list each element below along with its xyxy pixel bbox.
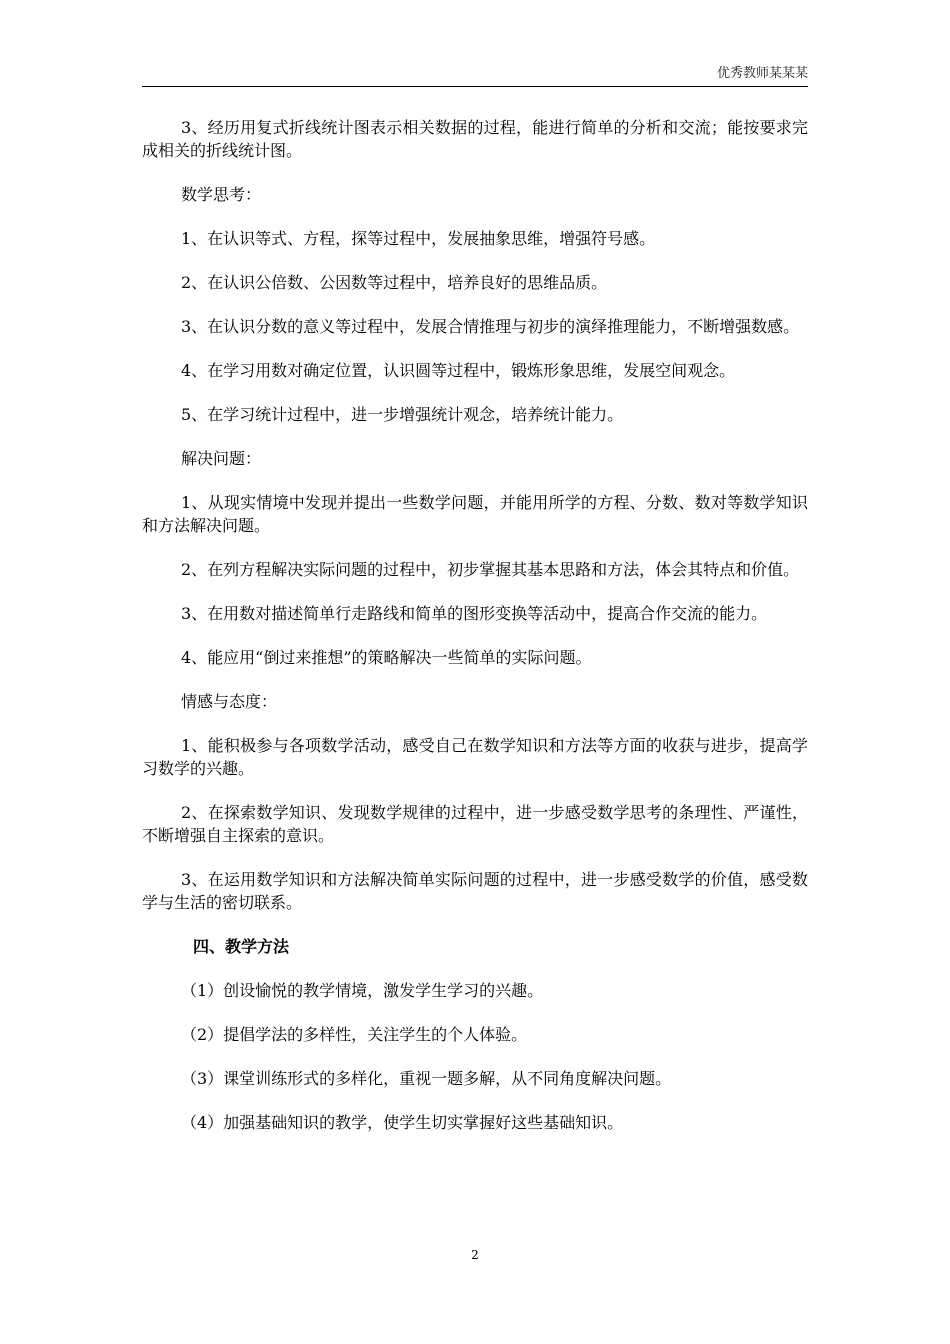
header-author: 优秀教师某某某 — [716, 66, 808, 81]
page-number: 2 — [471, 1248, 479, 1262]
method-item-1: （1）创设愉悦的教学情境，激发学生学习的兴趣。 — [181, 981, 544, 1000]
page-header — [142, 64, 808, 87]
section-label-math-thinking: 数学思考： — [181, 185, 262, 204]
emotion-item-3: 3、在运用数学知识和方法解决简单实际问题的过程中，进一步感受数学的价值，感受数学与生活的密切联系。 — [142, 870, 808, 912]
problem-solving-item-2: 2、在列方程解决实际问题的过程中，初步掌握其基本思路和方法，体会其特点和价值。 — [181, 560, 800, 579]
goal-paragraph-3: 3、经历用复式折线统计图表示相关数据的过程，能进行简单的分析和交流；能按要求完成相关的折线统计图。 — [142, 118, 808, 160]
math-thinking-item-5: 5、在学习统计过程中，进一步增强统计观念，培养统计能力。 — [181, 405, 624, 424]
emotion-item-1: 1、能积极参与各项数学活动，感受自己在数学知识和方法等方面的收获与进步，提高学习数学的兴趣。 — [142, 736, 808, 778]
document-body — [142, 116, 808, 1155]
math-thinking-item-1: 1、在认识等式、方程，探等过程中，发展抽象思维，增强符号感。 — [181, 229, 656, 248]
problem-solving-item-3: 3、在用数对描述简单行走路线和简单的图形变换等活动中，提高合作交流的能力。 — [181, 604, 768, 623]
section-label-emotion-attitude: 情感与态度： — [181, 692, 278, 711]
math-thinking-item-4: 4、在学习用数对确定位置，认识圆等过程中，锻炼形象思维，发展空间观念。 — [181, 361, 736, 380]
method-item-4: （4）加强基础知识的教学，使学生切实掌握好这些基础知识。 — [181, 1113, 624, 1132]
problem-solving-item-4: 4、能应用“倒过来推想”的策略解决一些简单的实际问题。 — [181, 648, 592, 667]
emotion-item-2: 2、在探索数学知识、发现数学规律的过程中，进一步感受数学思考的条理性、严谨性，不断增强自主探索的意识。 — [142, 803, 808, 845]
math-thinking-item-2: 2、在认识公倍数、公因数等过程中，培养良好的思维品质。 — [181, 273, 608, 292]
method-item-2: （2）提倡学法的多样性，关注学生的个人体验。 — [181, 1025, 528, 1044]
section-heading-teaching-methods: 四、教学方法 — [193, 937, 290, 956]
section-label-problem-solving: 解决问题： — [181, 449, 262, 468]
method-item-3: （3）课堂训练形式的多样化，重视一题多解，从不同角度解决问题。 — [181, 1069, 672, 1088]
math-thinking-item-3: 3、在认识分数的意义等过程中，发展合情推理与初步的演绎推理能力，不断增强数感。 — [181, 317, 800, 336]
problem-solving-item-1: 1、从现实情境中发现并提出一些数学问题，并能用所学的方程、分数、数对等数学知识和方法解决问题。 — [142, 493, 808, 535]
